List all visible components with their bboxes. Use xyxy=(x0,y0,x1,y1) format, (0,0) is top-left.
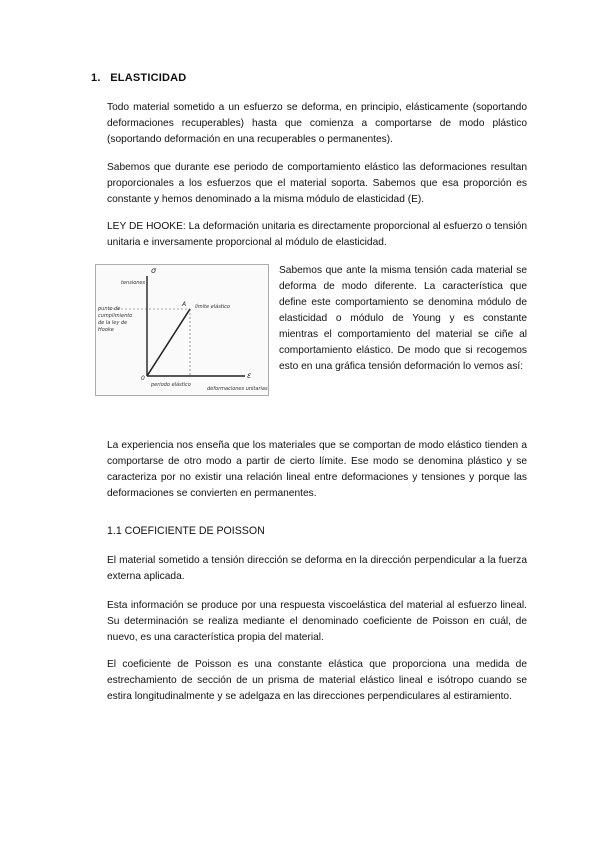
paragraph-text: Todo material sometido a un esfuerzo se deforma, en principio, elásticamente (soportando deformaciones recuperables) hasta que comienza a comportarse de modo plástico (soportando deformación en una recuperables o permanentes). xyxy=(107,102,527,145)
section-title: ELASTICIDAD xyxy=(110,72,187,84)
deformaciones-label: deformaciones unitarias xyxy=(207,386,268,392)
point-a-label: A xyxy=(182,301,187,308)
tensiones-label: tensiones xyxy=(121,280,146,286)
paragraph-poisson-intro xyxy=(107,553,527,585)
paragraph-poisson-viscoelastic xyxy=(107,598,527,646)
periodo-label: periodo elástico xyxy=(151,382,191,388)
paragraph-text: Esta información se produce por una respuesta viscoelástica del material al esfuerzo lineal. Su determinación se realiza mediante el denominado coeficiente de Poisson en cuál, de nuevo, es una característica propia del material. xyxy=(107,600,527,643)
origin-label: 0 xyxy=(141,375,145,382)
paragraph-text: Sabemos que durante ese periodo de comportamiento elástico las deformaciones resultan proporcionales a los esfuerzos que el material soporta. Sabemos que esa proporción es constante y hemos denominado a la misma módulo de elasticidad (E). xyxy=(107,162,527,205)
punto-label-3: de la ley de xyxy=(98,320,128,326)
section-heading xyxy=(91,72,186,84)
section-number: 1. xyxy=(91,72,101,84)
paragraph-text: El coeficiente de Poisson es una constante elástica que proporciona una medida de estrechamiento de sección de un prisma de material elástico lineal e isótropo cuando se estira longitudinalmente y se adelgaza en las direcciones perpendiculares al estiramiento. xyxy=(107,659,527,702)
subsection-title: 1.1 COEFICIENTE DE POISSON xyxy=(107,525,265,537)
paragraph-elastic-deformation xyxy=(107,100,527,148)
paragraph-text: La experiencia nos enseña que los materiales que se comportan de modo elástico tienden a comportarse de otro modo a partir de cierto límite. Ese modo se denomina plástico y se caracteriza por no existir una relación lineal entre deformaciones y tensiones y porque las deformaciones se convierten en permanentes. xyxy=(107,440,527,499)
limite-label: límite elástico xyxy=(195,304,230,310)
paragraph-text: LEY DE HOOKE: La deformación unitaria es directamente proporcional al esfuerzo o tensión unitaria e inversamente proporcional al módulo de elasticidad. xyxy=(107,221,527,248)
paragraph-plastic-behaviour xyxy=(107,438,527,502)
epsilon-label: ε xyxy=(247,371,252,380)
punto-label-4: Hooke xyxy=(98,327,114,333)
paragraph-text: El material sometido a tensión dirección se deforma en la dirección perpendicular a la fuerza externa aplicada. xyxy=(107,555,527,582)
paragraph-hooke-law xyxy=(107,219,527,251)
paragraph-proportionality xyxy=(107,160,527,208)
paragraph-text: Sabemos que ante la misma tensión cada material se deforma de modo diferente. La característica que define este comportamiento se denomina módulo de elasticidad o módulo de Young y es constante mientras el comportamiento del material se ciñe al comportamiento elástico. De modo que si recogemos esto en una gráfica tensión deformación lo vemos así: xyxy=(279,265,527,372)
punto-label-1: punto de xyxy=(98,306,121,312)
paragraph-young-modulus xyxy=(279,263,527,375)
paragraph-poisson-definition xyxy=(107,657,527,705)
sigma-label: σ xyxy=(151,266,157,275)
stress-strain-sketch xyxy=(95,264,269,396)
punto-label-2: cumplimiento xyxy=(98,313,133,319)
stress-strain-figure xyxy=(95,264,269,396)
